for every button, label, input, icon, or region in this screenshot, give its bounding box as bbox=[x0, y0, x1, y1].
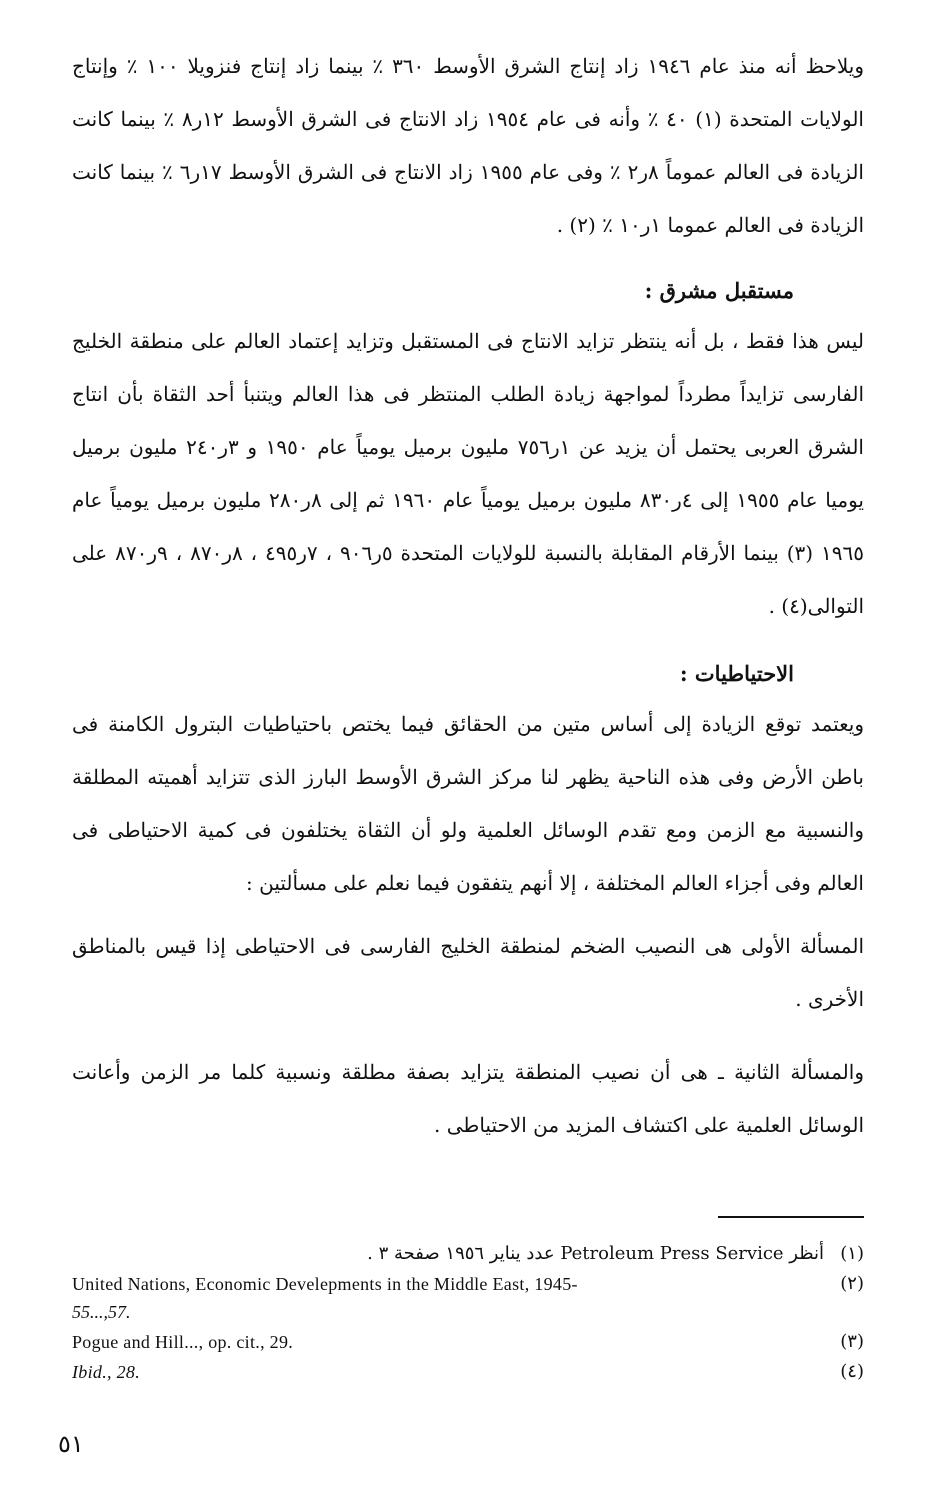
footnote-continuation: 55...,57. bbox=[72, 1302, 131, 1322]
footnote-number: (٣) bbox=[840, 1331, 864, 1352]
future-paragraph: ليس هذا فقط ، بل أنه ينتظر تزايد الانتاج فى المستقبل وتزايد إعتماد العالم على منطقة الخليج الفارسى تزايداً مطرداً لمواجهة زيادة الطلب المنتظر فى هذا العالم ويتنبأ أحد الثقاة بأن انتاج الشرق العربى يحتمل أن يزيد عن ١ر٧٥٦ مليون برميل يومياً عام ١٩٥٠ و ٣ر٢٤٠ مليون برميل يوميا عام ١٩٥٥ إلى ٤ر٨٣٠ مليون برميل يومياً عام ١٩٦٠ ثم إلى ٨ر٢٨٠ مليون برميل يومياً عام ١٩٦٥ (٣) بينما الأرقام المقابلة بالنسبة للولايات المتحدة ٥ر٩٠٦ ، ٧ر٤٩٥ ، ٨ر٨٧٠ ، ٩ر٨٧٠ على التوالى(٤) . bbox=[72, 329, 864, 618]
footnote-separator bbox=[718, 1216, 864, 1218]
intro-paragraph: ويلاحظ أنه منذ عام ١٩٤٦ زاد إنتاج الشرق الأوسط ٣٦٠ ٪ بينما زاد إنتاج فنزويلا ١٠٠ ٪ وإنتاج الولايات المتحدة (١) ٤٠ ٪ وأنه فى عام ١٩٥٤ زاد الانتاج فى الشرق الأوسط ١٢ر٨ ٪ بينما كانت الزيادة فى العالم عموماً ٨ر٢ ٪ وفى عام ١٩٥٥ زاد الانتاج فى الشرق الأوسط ١٧ر٦ ٪ بينما كانت الزيادة فى العالم عموما ١ر١٠ ٪ (٢) . bbox=[72, 54, 864, 237]
footnote-text: Pogue and Hill..., op. cit., 29. bbox=[72, 1332, 294, 1352]
footnote-text: Ibid., 28. bbox=[72, 1362, 140, 1382]
footnote-text: أنظر Petroleum Press Service عدد يناير ١٩٥٦ صفحة ٣ . bbox=[367, 1243, 824, 1264]
page-body bbox=[72, 40, 864, 1152]
footnote-number: (٤) bbox=[840, 1361, 864, 1382]
reserves-heading: الاحتياطيات : bbox=[679, 661, 794, 686]
second-issue-paragraph: والمسألة الثانية ـ هى أن نصيب المنطقة يتزايد بصفة مطلقة ونسبية كلما مر الزمن وأعانت الوسائل العلمية على اكتشاف المزيد من الاحتياطى . bbox=[72, 1060, 864, 1137]
first-issue-paragraph: المسألة الأولى هى النصيب الضخم لمنطقة الخليج الفارسى فى الاحتياطى إذا قيس بالمناطق الأخرى . bbox=[72, 934, 864, 1011]
footnote-text: United Nations, Economic Develepments in the Middle East, 1945- bbox=[72, 1274, 578, 1294]
footnotes bbox=[72, 1240, 864, 1388]
page-number: ٥١ bbox=[58, 1430, 84, 1458]
footnote-number: (٢) bbox=[840, 1273, 864, 1294]
footnote-1 bbox=[72, 1240, 864, 1270]
future-heading: مستقبل مشرق : bbox=[644, 278, 794, 303]
reserves-paragraph: ويعتمد توقع الزيادة إلى أساس متين من الحقائق فيما يختص باحتياطيات البترول الكامنة فى باطن الأرض وفى هذه الناحية يظهر لنا مركز الشرق الأوسط البارز الذى تتزايد أهميته المطلقة والنسبية مع الزمن ومع تقدم الوسائل العلمية ولو أن الثقاة يختلفون فى كمية الاحتياطى فى العالم وفى أجزاء العالم المختلفة ، إلا أنهم يتفقون فيما نعلم على مسألتين : bbox=[72, 712, 864, 895]
footnote-3 bbox=[72, 1328, 864, 1358]
footnote-number: (١) bbox=[840, 1243, 864, 1264]
footnote-2 bbox=[72, 1270, 864, 1328]
footnote-4 bbox=[72, 1358, 864, 1388]
